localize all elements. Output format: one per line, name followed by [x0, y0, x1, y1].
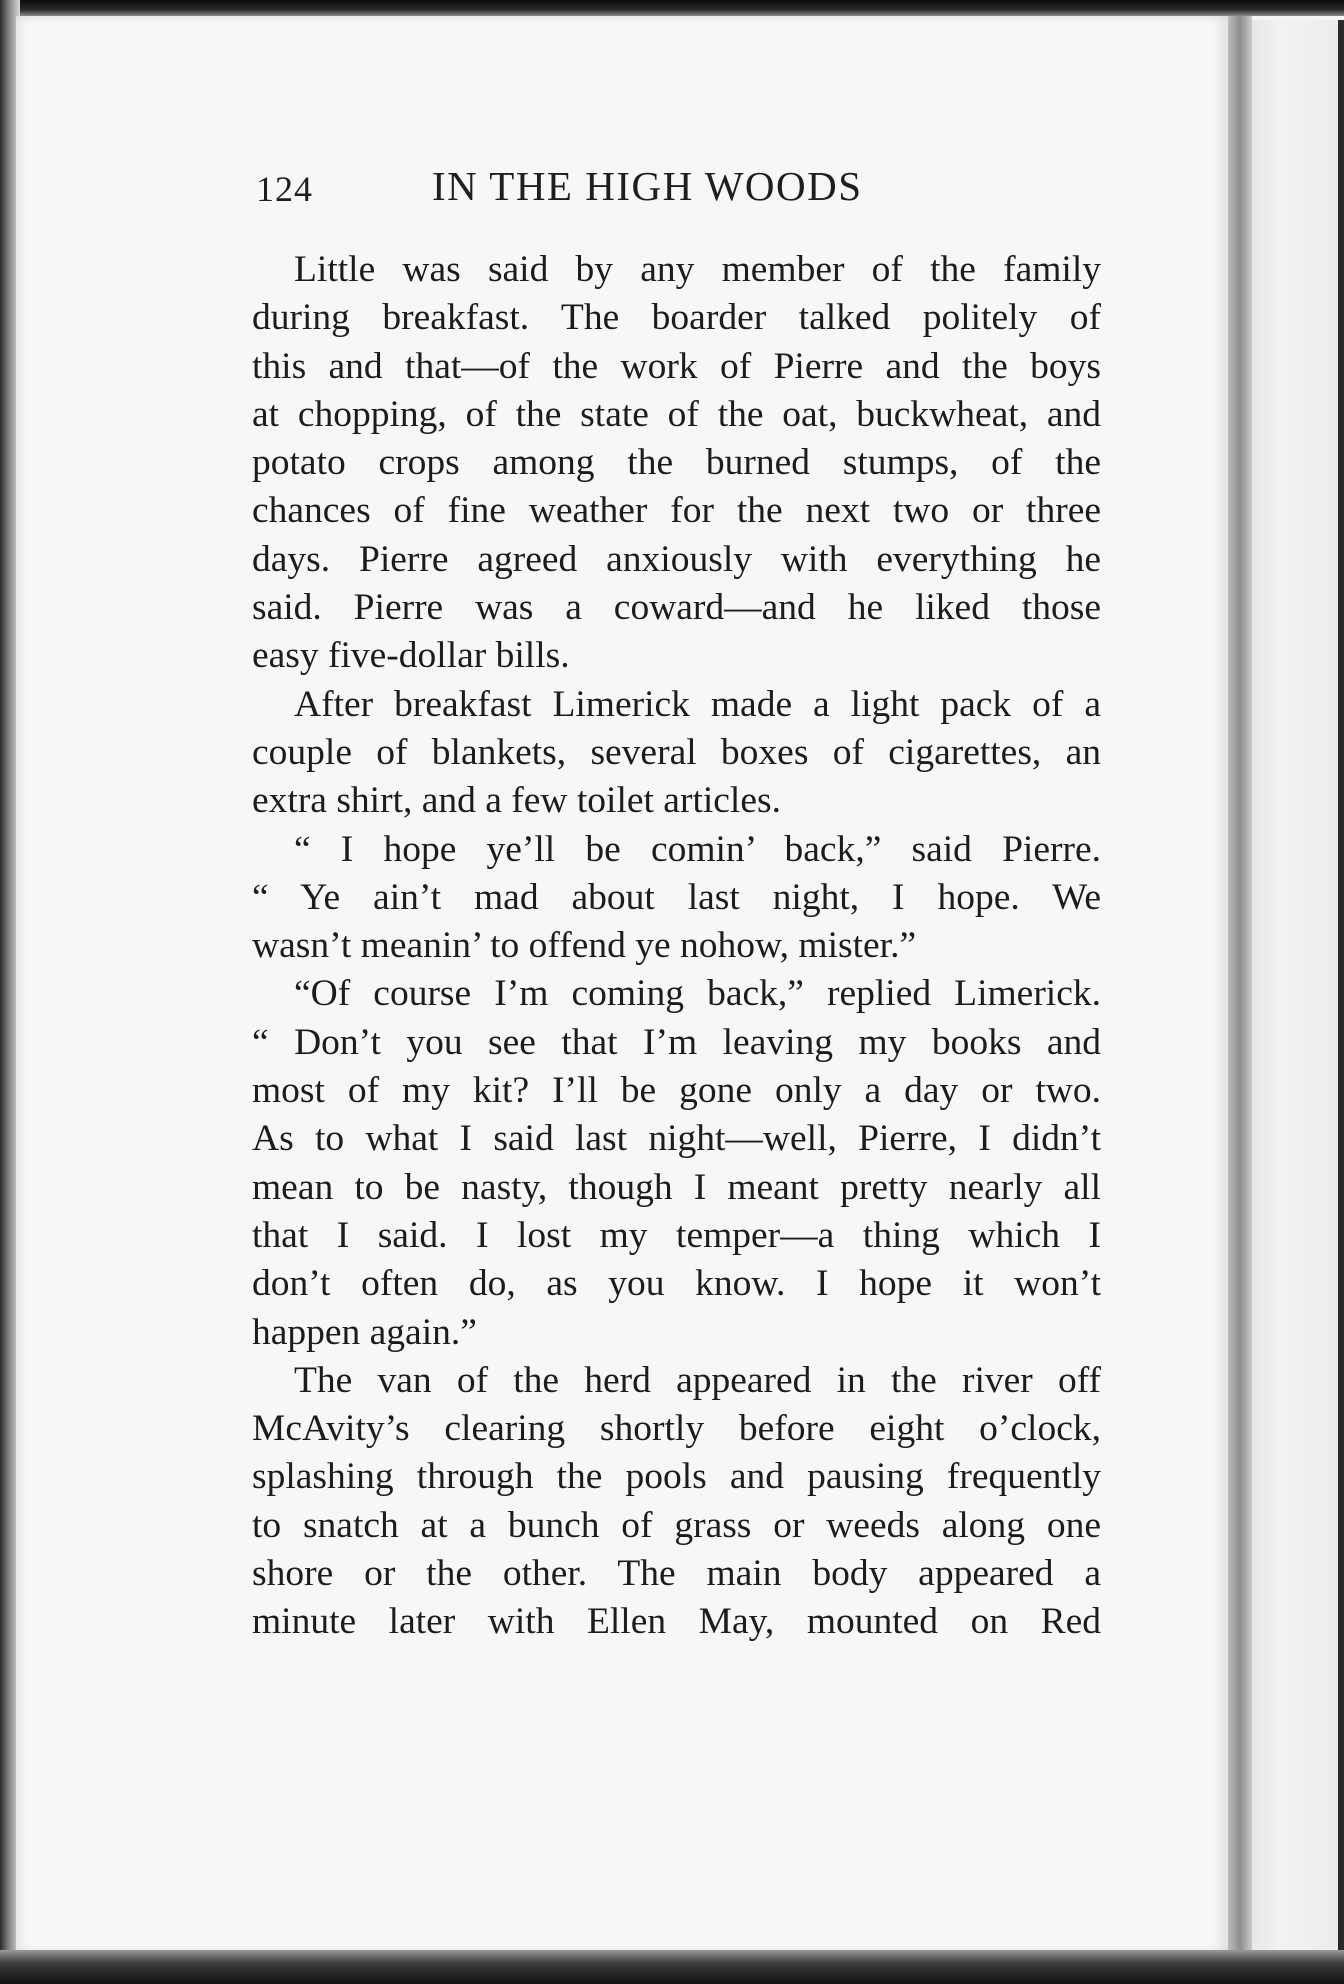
- text-line: potato crops among the burned stumps, of the: [252, 442, 1101, 484]
- text-line: chances of fine weather for the next two or three: [252, 490, 1101, 532]
- book-gutter: [1228, 16, 1252, 1952]
- text-line: extra shirt, and a few toilet articles.: [252, 780, 781, 822]
- scan-top-edge: [0, 0, 1344, 16]
- paragraph: [252, 1357, 1101, 1647]
- paragraph: [252, 681, 1101, 826]
- text-line: happen again.”: [252, 1311, 477, 1353]
- text-line: most of my kit? I’ll be gone only a day or two.: [252, 1070, 1101, 1112]
- text-line: minute later with Ellen May, mounted on Red: [252, 1601, 1101, 1643]
- text-line: wasn’t meanin’ to offend ye nohow, mister.”: [252, 925, 917, 967]
- text-line: to snatch at a bunch of grass or weeds along one: [252, 1504, 1101, 1546]
- text-line: this and that—of the work of Pierre and the boys: [252, 345, 1101, 387]
- text-line: couple of blankets, several boxes of cigarettes, an: [252, 731, 1101, 773]
- text-line: easy five-dollar bills.: [252, 635, 570, 677]
- text-line: The van of the herd appeared in the river off: [294, 1359, 1101, 1401]
- paragraph: [252, 970, 1101, 1356]
- text-line: that I said. I lost my temper—a thing which I: [252, 1214, 1101, 1256]
- scan-bottom-edge: [0, 1950, 1344, 1984]
- facing-page-edge: [1252, 20, 1344, 1950]
- text-line: during breakfast. The boarder talked politely of: [252, 297, 1101, 339]
- text-line: at chopping, of the state of the oat, buckwheat, and: [252, 393, 1101, 435]
- text-line: said. Pierre was a coward—and he liked those: [252, 587, 1101, 629]
- running-head: IN THE HIGH WOODS: [432, 163, 863, 209]
- page-header: [256, 162, 1096, 218]
- paragraph: [252, 826, 1101, 971]
- text-line: Little was said by any member of the family: [294, 249, 1101, 290]
- text-line: splashing through the pools and pausing frequently: [252, 1456, 1101, 1498]
- text-line: “ Don’t you see that I’m leaving my books and: [252, 1021, 1101, 1063]
- text-line: don’t often do, as you know. I hope it won’t: [252, 1263, 1101, 1305]
- page-number: 124: [256, 169, 313, 209]
- text-line: “ Ye ain’t mad about last night, I hope. We: [252, 876, 1101, 918]
- text-line: After breakfast Limerick made a light pack of a: [294, 683, 1101, 725]
- text-line: McAvity’s clearing shortly before eight o’clock,: [252, 1408, 1101, 1450]
- text-line: days. Pierre agreed anxiously with everything he: [252, 538, 1101, 580]
- body-text: [252, 246, 1101, 1647]
- text-line: shore or the other. The main body appeared a: [252, 1553, 1101, 1595]
- text-line: mean to be nasty, though I meant pretty nearly all: [252, 1166, 1101, 1208]
- text-line: “Of course I’m coming back,” replied Limerick.: [294, 973, 1101, 1015]
- text-line: As to what I said last night—well, Pierre, I didn’t: [252, 1118, 1101, 1160]
- text-line: “ I hope ye’ll be comin’ back,” said Pierre.: [294, 828, 1101, 870]
- paragraph: [252, 246, 1101, 681]
